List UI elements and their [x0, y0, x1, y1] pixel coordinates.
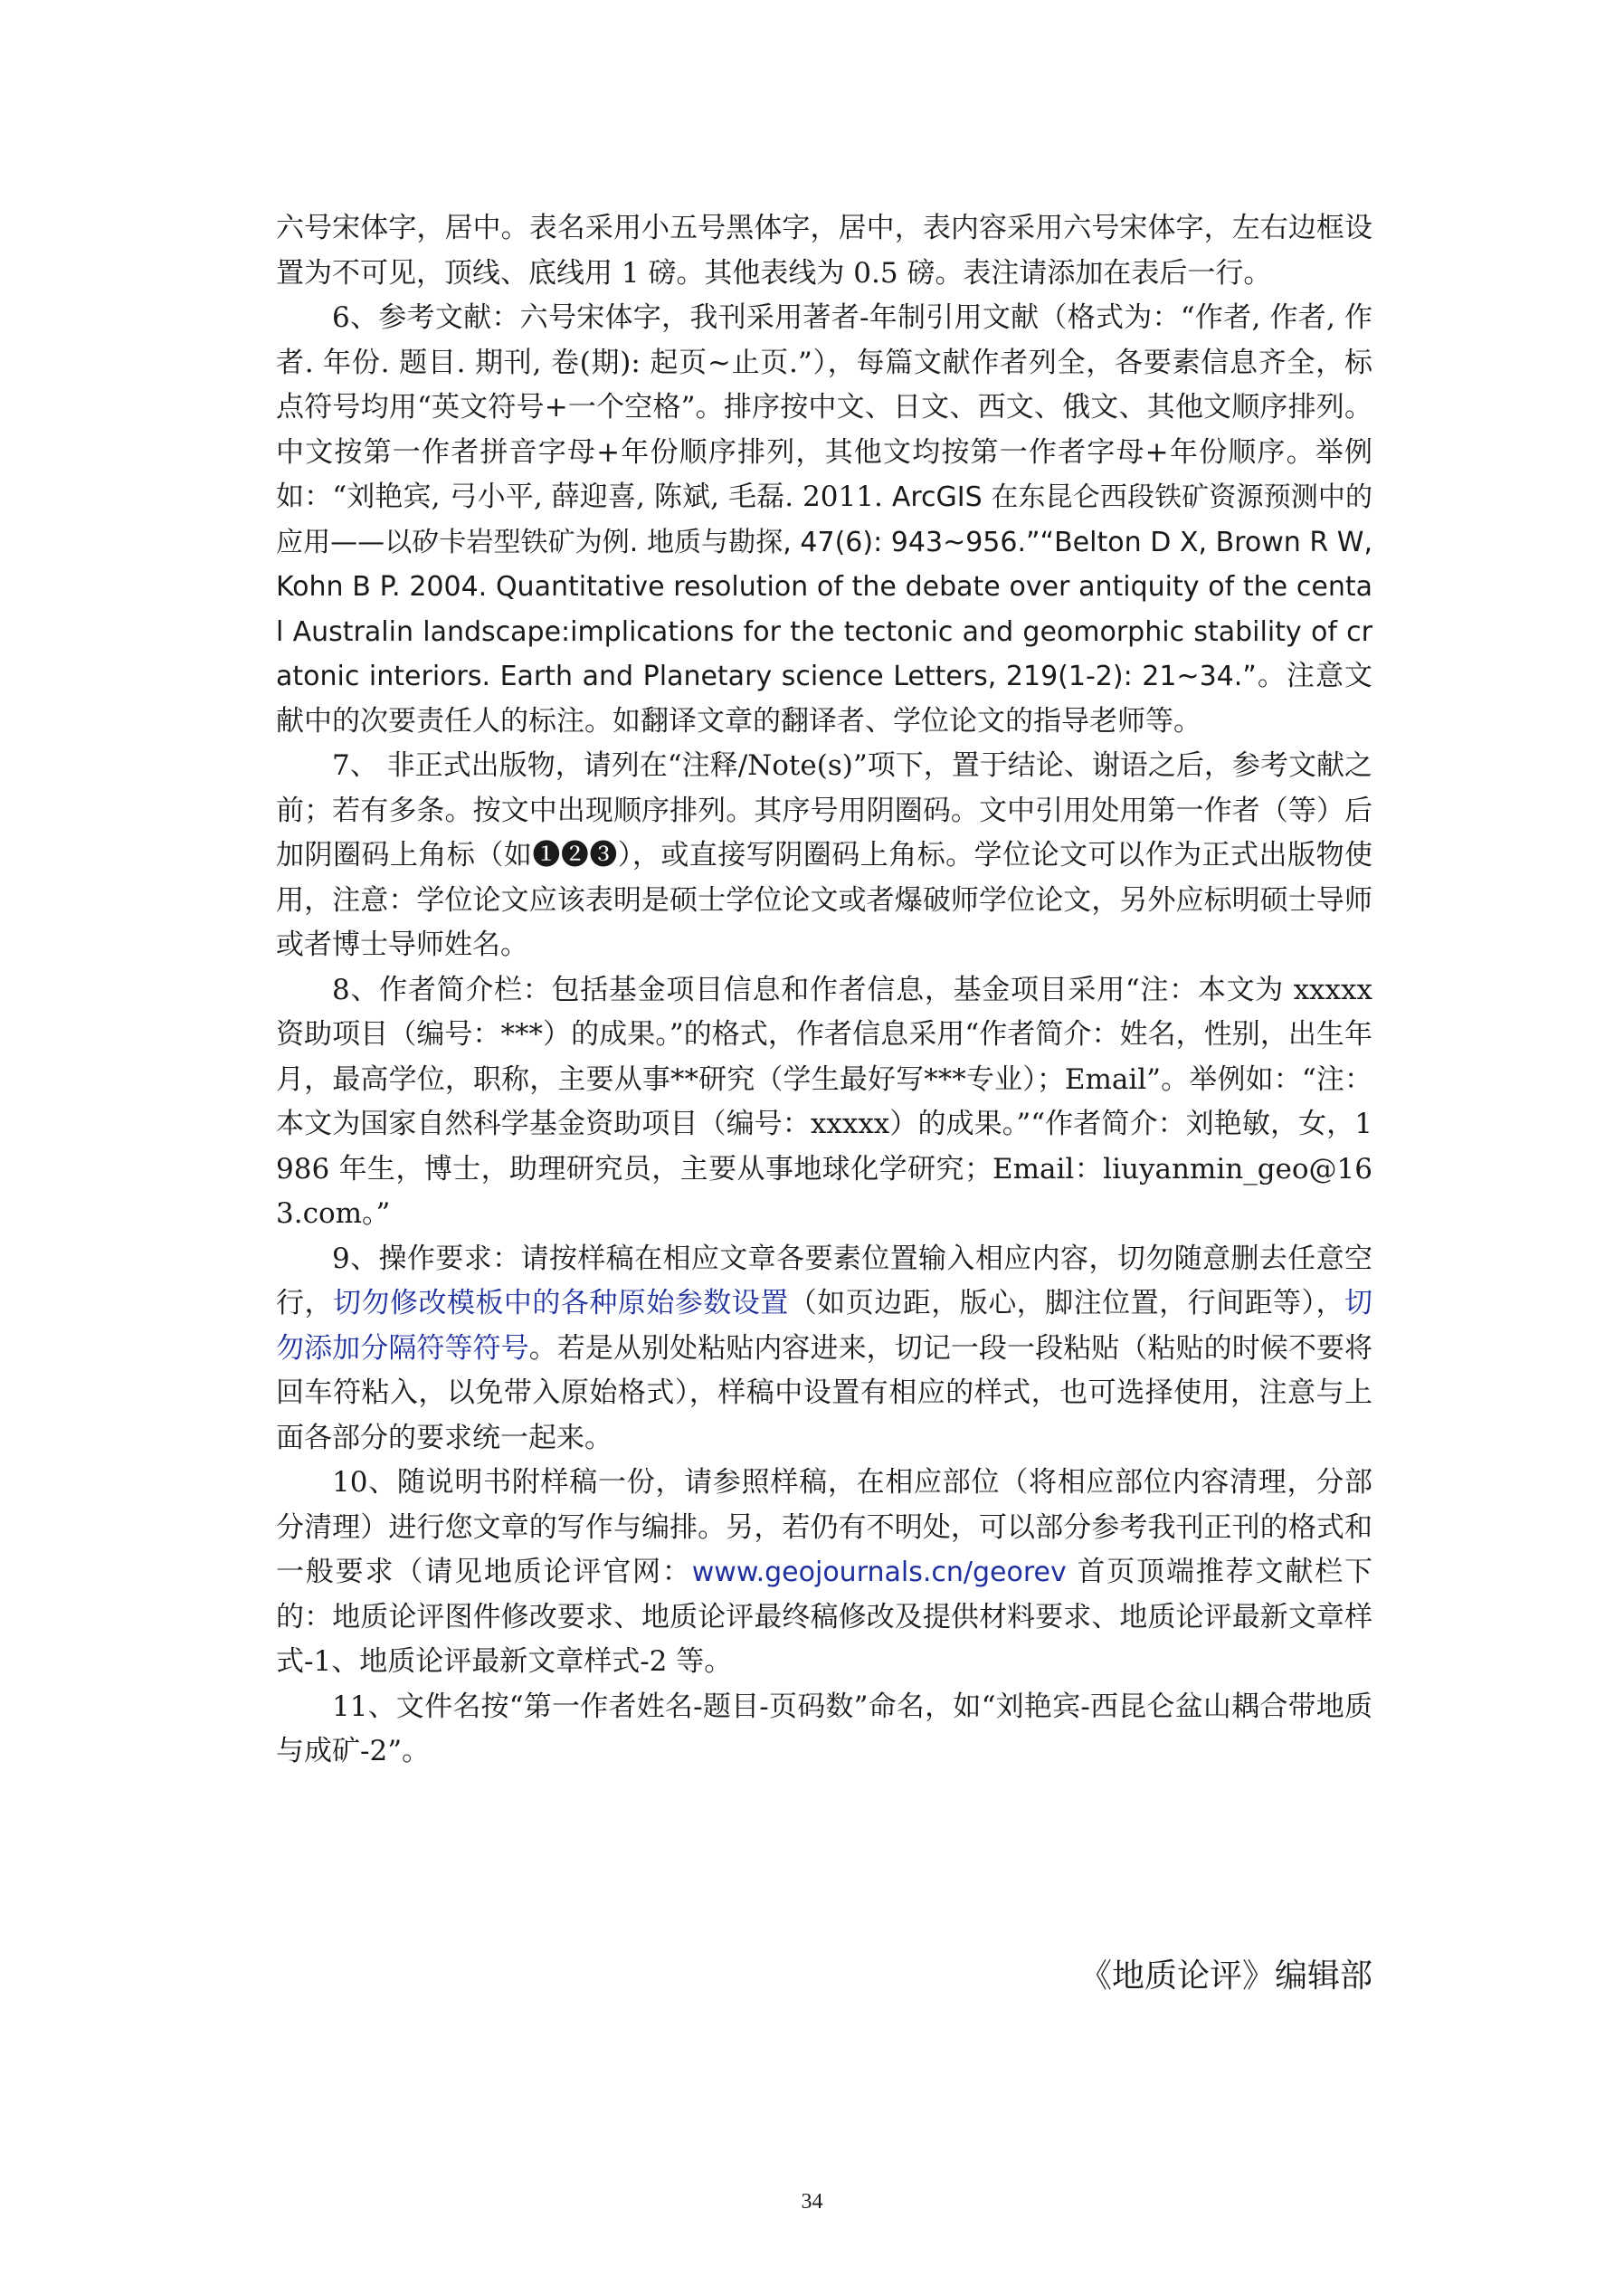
editorial-signature: 《地质论评》编辑部: [1078, 1957, 1372, 1995]
paragraph-references: [276, 296, 1372, 744]
website-link[interactable]: www.geojournals.cn/georev: [691, 1557, 1067, 1588]
paragraph-informal-publications: [276, 744, 1372, 968]
paragraph-text: 首页顶端推荐文献栏下的：地质论评图件修改要求、地质论评最终稿修改及提供材料要求、地质论评最新文章样式-1、地质论评最新文章样式-2 等。: [276, 1556, 1373, 1678]
paragraph-operation-requirements: [276, 1237, 1372, 1462]
paragraph-text: 11、文件名按“第一作者姓名-题目-页码数”命名，如“刘艳宾-西昆仑盆山耦合带地质与成矿-2”。: [276, 1690, 1372, 1767]
paragraph-text: 6、参考文献：六号宋体字，我刊采用著者-年制引用文献（格式为：“作者, 作者, 作者. 年份. 题目. 期刊, 卷(期): 起页~止页.”），每篇文献作者列全，各要素信息齐全，标点符号均用“英文符号+一个空格”。排序按中文、日文、西文、俄文、其他文顺序排列。 中文按第一作者拼音字母+年份顺序排列，其他文均按第一作者字母+年份顺序。举例如：“刘艳宾, 弓小平, 薛迎喜, 陈斌, 毛磊. 2011.: [276, 301, 1372, 513]
paragraph-author-info: [276, 968, 1372, 1237]
paragraph-table-format: [276, 206, 1372, 296]
paragraph-text: 六号宋体字，居中。表名采用小五号黑体字，居中，表内容采用六号宋体字，左右边框设置为不可见，顶线、底线用 1 磅。其他表线为 0.5 磅。表注请添加在表后一行。: [276, 212, 1372, 290]
reference-examples: ArcGIS 在东昆仑西段铁矿资源预测中的应用——以矽卡岩型铁矿为例. 地质与勘探, 47(6): 943~956.”“Belton D X, Brown R W, Kohn B P. 2004. Quantitative resolution of the debate over antiquity of the cental Australin landscape:implications for the tectonic and geomorphic stability of cratonic interiors. Earth and Planetary science Letters, 219(1-2): 21~34.”: [276, 481, 1372, 692]
paragraph-sample-manuscript: [276, 1461, 1372, 1685]
page-number: 34: [801, 2190, 823, 2214]
paragraph-text: 10、随说明书附样稿一份，请参照样稿，在相应部位（将相应部位内容清理，分部分清理）进行您文章的写作与编排。另，若仍有不明处，可以部分参考我刊正刊的格式和一般要求（请见地质论评官网：: [276, 1466, 1372, 1588]
paragraph-text: 。若是从别处粘贴内容进来，切记一段一段粘贴（粘贴的时候不要将回车符粘入，以免带入原始格式），样稿中设置有相应的样式，也可选择使用，注意与上面各部分的要求统一起来。: [276, 1331, 1373, 1454]
paragraph-text: 9、操作要求：请按样稿在相应文章各要素位置输入相应内容，切勿随意删去任意空行，: [276, 1242, 1372, 1319]
paragraph-text: 7、 非正式出版物，请列在“注释/Note(s)”项下，置于结论、谢语之后，参考文献之前；若有多条。按文中出现顺序排列。其序号用阴圈码。文中引用处用第一作者（等）后加阴圈码上角标（如❶❷❸），或直接写阴圈码上角标。学位论文可以作为正式出版物使用，注意：学位论文应该表明是硕士学位论文或者爆破师学位论文，另外应标明硕士导师或者博士导师姓名。: [276, 749, 1372, 961]
paragraph-text: 8、作者简介栏：包括基金项目信息和作者信息，基金项目采用“注：本文为 xxxxx 资助项目（编号：***）的成果。”的格式，作者信息采用“作者简介：姓名，性别，出生年月，最高学位，职称，主要从事**研究（学生最好写***专业）；Email”。举例如：“注：本文为国家自然科学基金资助项目（编号：xxxxx）的成果。”“作者简介：刘艳敏，女，1986 年生，博士，助理研究员，主要从事地球化学研究；Email：liuyanmin_geo@163.com。”: [276, 973, 1372, 1230]
highlight-no-template-edits: 切勿修改模板中的各种原始参数设置: [332, 1287, 789, 1319]
highlight-no-separators: 切勿添加分隔符等符号: [276, 1287, 1373, 1365]
paragraph-text: 。注意文献中的次要责任人的标注。如翻译文章的翻译者、学位论文的指导老师等。: [276, 660, 1372, 738]
paragraph-text: （如页边距，版心，脚注位置，行间距等），: [788, 1287, 1345, 1319]
document-body: [276, 206, 1372, 1775]
paragraph-file-naming: [276, 1685, 1372, 1775]
